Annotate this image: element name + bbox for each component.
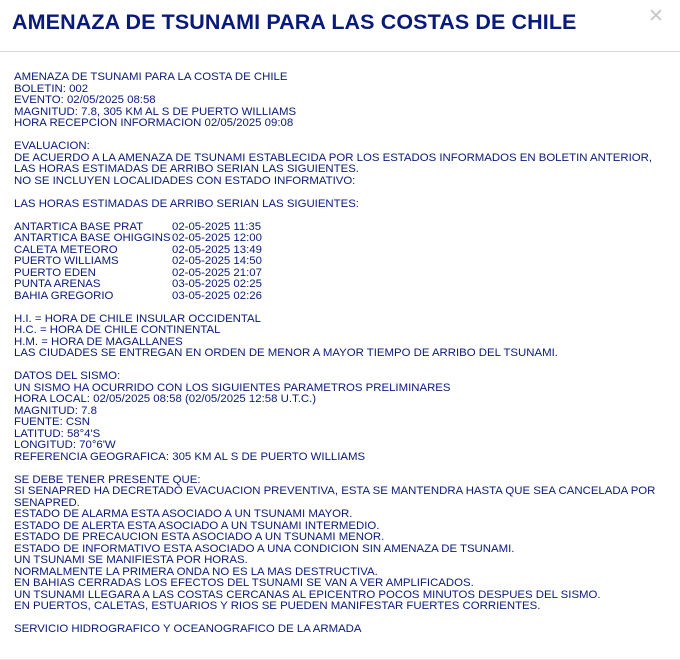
earthquake-reference: REFERENCIA GEOGRAFICA: 305 KM AL S DE PUERTO WILLIAMS xyxy=(14,450,366,463)
dialog-header xyxy=(0,0,680,52)
bulletin-body xyxy=(14,72,674,636)
note-item: UN TSUNAMI SE MANIFIESTA POR HORAS. xyxy=(14,554,248,566)
arrival-row xyxy=(14,233,674,245)
arrival-place: PUNTA ARENAS xyxy=(14,278,101,290)
note-item: ESTADO DE INFORMATIVO ESTA ASOCIADO A UNA CONDICION SIN AMENAZA DE TSUNAMI. xyxy=(14,542,515,555)
note-item: NORMALMENTE LA PRIMERA ONDA NO ES LA MAS DESTRUCTIVA. xyxy=(14,565,378,578)
arrival-time: 02-05-2025 11:35 xyxy=(172,220,262,233)
arrival-row xyxy=(14,279,674,291)
note-item: ESTADO DE ALERTA ESTA ASOCIADO A UN TSUNAMI INTERMEDIO. xyxy=(14,519,380,532)
earthquake-longitude: LONGITUD: 70°6'W xyxy=(14,439,116,451)
evaluation-line: LAS HORAS ESTIMADAS DE ARRIBO SERIAN LAS SIGUIENTES. xyxy=(14,163,359,175)
earthquake-intro: UN SISMO HA OCURRIDO CON LOS SIGUIENTES PARAMETROS PRELIMINARES xyxy=(14,381,451,394)
earthquake-magnitude: MAGNITUD: 7.8 xyxy=(14,404,97,417)
reception-time: HORA RECEPCION INFORMACION 02/05/2025 09:08 xyxy=(14,117,294,129)
arrival-time: 03-05-2025 02:25 xyxy=(172,278,262,290)
event-datetime: EVENTO: 02/05/2025 08:58 xyxy=(14,94,156,106)
arrival-time: 02-05-2025 21:07 xyxy=(172,266,262,279)
note-item: UN TSUNAMI LLEGARA A LAS COSTAS CERCANAS AL EPICENTRO POCOS MINUTOS DESPUES DEL SISMO. xyxy=(14,588,601,601)
arrival-time: 03-05-2025 02:26 xyxy=(172,289,262,302)
timezone-legend-hc: H.C. = HORA DE CHILE CONTINENTAL xyxy=(14,324,221,336)
timezone-legend-hi: H.I. = HORA DE CHILE INSULAR OCCIDENTAL xyxy=(14,312,261,325)
evaluation-label: EVALUACION: xyxy=(14,140,90,152)
earthquake-local-time: HORA LOCAL: 02/05/2025 08:58 (02/05/2025 12:58 U.T.C.) xyxy=(14,393,317,405)
bulletin-heading: AMENAZA DE TSUNAMI PARA LA COSTA DE CHILE xyxy=(14,71,288,83)
arrival-place: ANTARTICA BASE PRAT xyxy=(14,220,144,233)
evaluation-line: NO SE INCLUYEN LOCALIDADES CON ESTADO INFORMATIVO: xyxy=(14,174,356,187)
earthquake-data-label: DATOS DEL SISMO: xyxy=(14,370,121,382)
note-item: EN BAHIAS CERRADAS LOS EFECTOS DEL TSUNAMI SE VAN A VER AMPLIFICADOS. xyxy=(14,577,474,589)
arrival-time: 02-05-2025 13:49 xyxy=(172,243,262,256)
earthquake-latitude: LATITUD: 58°4'S xyxy=(14,427,101,440)
notes-label: SE DEBE TENER PRESENTE QUE: xyxy=(14,473,201,486)
timezone-legend-hm: H.M. = HORA DE MAGALLANES xyxy=(14,335,183,348)
arrival-place: PUERTO EDEN xyxy=(14,266,96,279)
arrival-time: 02-05-2025 14:50 xyxy=(172,255,262,267)
arrival-heading: LAS HORAS ESTIMADAS DE ARRIBO SERIAN LAS SIGUIENTES: xyxy=(14,197,359,210)
earthquake-source: FUENTE: CSN xyxy=(14,416,90,428)
arrival-time: 02-05-2025 12:00 xyxy=(172,232,262,244)
note-item: EN PUERTOS, CALETAS, ESTUARIOS Y RIOS SE PUEDEN MANIFESTAR FUERTES CORRIENTES. xyxy=(14,600,541,612)
bulletin-number: BOLETIN: 002 xyxy=(14,82,89,95)
arrival-place: ANTARTICA BASE OHIGGINS xyxy=(14,232,171,244)
arrival-table xyxy=(14,222,674,303)
dialog-title: AMENAZA DE TSUNAMI PARA LAS COSTAS DE CHILE xyxy=(12,10,577,34)
close-icon[interactable]: ✕ xyxy=(648,6,664,27)
arrival-row xyxy=(14,291,674,303)
note-item: ESTADO DE ALARMA ESTA ASOCIADO A UN TSUNAMI MAYOR. xyxy=(14,508,353,520)
arrival-place: PUERTO WILLIAMS xyxy=(14,255,119,267)
arrival-row xyxy=(14,268,674,280)
event-magnitude: MAGNITUD: 7.8, 305 KM AL S DE PUERTO WILLIAMS xyxy=(14,105,297,118)
issuer-signature: SERVICIO HIDROGRAFICO Y OCEANOGRAFICO DE LA ARMADA xyxy=(14,623,362,635)
arrival-place: BAHIA GREGORIO xyxy=(14,289,114,302)
note-item: ESTADO DE PRECAUCION ESTA ASOCIADO A UN TSUNAMI MENOR. xyxy=(14,531,385,543)
arrival-row xyxy=(14,256,674,268)
note-item: SI SENAPRED HA DECRETADO EVACUACION PREVENTIVA, ESTA SE MANTENDRA HASTA QUE SEA CANCELADA POR SENAPRED. xyxy=(14,485,656,509)
order-note: LAS CIUDADES SE ENTREGAN EN ORDEN DE MENOR A MAYOR TIEMPO DE ARRIBO DEL TSUNAMI. xyxy=(14,347,558,359)
arrival-place: CALETA METEORO xyxy=(14,243,118,256)
evaluation-line: DE ACUERDO A LA AMENAZA DE TSUNAMI ESTABLECIDA POR LOS ESTADOS INFORMADOS EN BOLETIN ANTERIOR, xyxy=(14,151,653,164)
